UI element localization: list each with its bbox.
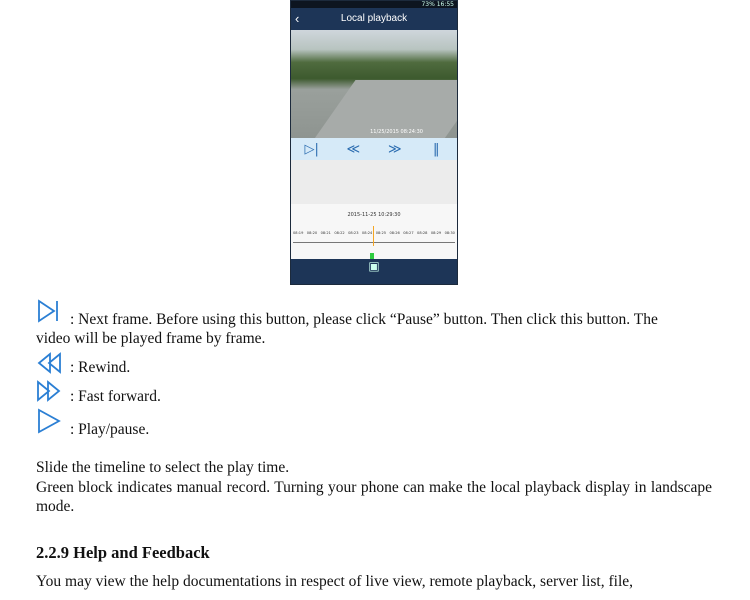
slide-timeline-paragraph: Slide the timeline to select the play time. (36, 459, 290, 476)
timeline-tick-label: 08:21 (320, 231, 331, 235)
video-timestamp: 11/25/2015 08:24:30 (370, 129, 423, 135)
timeline-tick-label: 08:26 (389, 231, 400, 235)
blank-area (291, 160, 457, 204)
video-view[interactable] (291, 30, 457, 138)
next-frame-text-line1: : Next frame. Before using this button, please click “Pause” button. Then click this button. The (70, 311, 658, 328)
camera-icon[interactable]: ▣ (368, 259, 380, 273)
timeline-ticks (293, 231, 455, 235)
timeline-tick-label: 08:19 (293, 231, 304, 235)
timeline-tick-label: 08:25 (375, 231, 387, 235)
rewind-icon[interactable]: ≪ (346, 141, 361, 157)
bottom-bar (291, 259, 457, 285)
status-text: 73% 16:55 (421, 1, 454, 8)
playback-controls (291, 138, 457, 160)
fast-forward-icon[interactable]: ≫ (387, 141, 402, 157)
timeline-tick-label: 08:28 (417, 231, 428, 235)
timeline-tick-label: 08:29 (430, 231, 442, 235)
green-block-paragraph: Green block indicates manual record. Turning your phone can make the local playback display in landscape mode. (36, 479, 712, 515)
play-pause-text: : Play/pause. (70, 421, 150, 438)
timeline-tick-label: 08:20 (306, 231, 318, 235)
screen-title: Local playback (340, 13, 408, 24)
timeline[interactable] (291, 204, 457, 259)
timeline-tick-label: 08:23 (348, 231, 359, 235)
help-feedback-paragraph: You may view the help documentations in respect of live view, remote playback, server list, file, (36, 573, 634, 590)
timeline-line (293, 242, 455, 243)
timeline-cursor[interactable] (373, 226, 374, 246)
pause-icon[interactable]: ‖ (433, 141, 440, 157)
timeline-tick-label: 08:24 (361, 231, 373, 235)
next-frame-icon[interactable]: ▷| (304, 141, 319, 157)
timeline-tick-label: 08:30 (444, 231, 455, 235)
next-frame-icon (36, 298, 62, 324)
timeline-tick-label: 08:27 (403, 231, 414, 235)
fast-forward-icon (36, 378, 62, 404)
timeline-date: 2015-11-25 10:29:30 (347, 212, 401, 218)
status-bar (291, 1, 457, 8)
rewind-text: : Rewind. (70, 359, 131, 376)
section-heading: 2.2.9 Help and Feedback (36, 543, 210, 562)
timeline-tick-label: 08:22 (334, 231, 345, 235)
rewind-icon (36, 350, 62, 376)
back-icon[interactable]: ‹ (295, 11, 300, 26)
next-frame-text-line2: video will be played frame by frame. (36, 330, 266, 347)
phone-screenshot (290, 0, 458, 285)
fast-forward-text: : Fast forward. (70, 388, 161, 405)
play-icon (36, 408, 62, 434)
title-bar (291, 8, 457, 30)
